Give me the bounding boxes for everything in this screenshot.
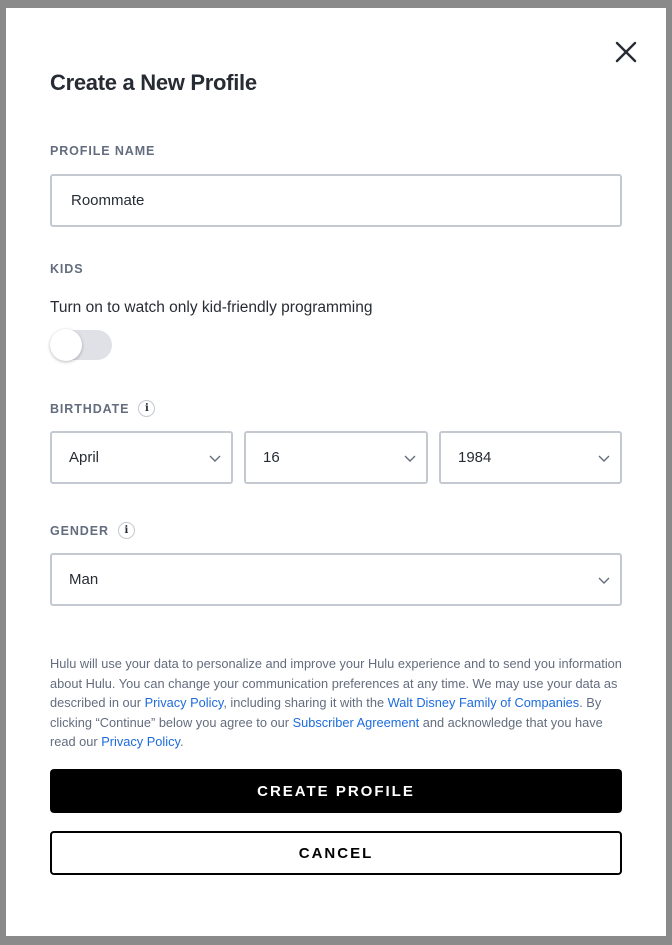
chevron-down-icon — [598, 574, 610, 586]
close-button[interactable] — [613, 39, 639, 65]
close-icon — [613, 39, 639, 65]
create-profile-button[interactable]: CREATE PROFILE — [50, 769, 622, 813]
legal-text-5: . — [179, 734, 184, 750]
privacy-policy-link[interactable]: Privacy Policy — [144, 695, 224, 711]
gender-select[interactable] — [50, 553, 622, 606]
legal-text-2: , including sharing it with the — [223, 695, 388, 711]
birthdate-info-icon[interactable]: i — [138, 400, 155, 417]
gender-value: Man — [69, 571, 99, 588]
legal-disclaimer — [50, 654, 624, 752]
birthdate-day-value: 16 — [263, 449, 280, 466]
kids-label — [50, 262, 83, 276]
gender-info-icon[interactable]: i — [118, 522, 135, 539]
birthdate-label-text: BIRTHDATE — [50, 401, 130, 416]
privacy-policy-link-2[interactable]: Privacy Policy — [101, 734, 180, 750]
legal-text-3: . By clicking “Continue” below you agree to our — [50, 695, 602, 730]
chevron-down-icon — [209, 452, 221, 464]
profile-name-label-text: PROFILE NAME — [50, 144, 156, 158]
kids-toggle-knob — [50, 329, 82, 361]
modal-title: Create a New Profile — [50, 70, 257, 95]
kids-description: Turn on to watch only kid-friendly programming — [50, 299, 373, 316]
kids-toggle[interactable] — [50, 330, 112, 360]
profile-name-label — [50, 144, 155, 158]
profile-name-input[interactable] — [50, 174, 622, 227]
walt-disney-family-link[interactable]: Walt Disney Family of Companies — [387, 695, 580, 711]
cancel-button[interactable]: CANCEL — [50, 831, 622, 875]
chevron-down-icon — [598, 452, 610, 464]
birthdate-month-value: April — [69, 449, 100, 466]
chevron-down-icon — [404, 452, 416, 464]
birthdate-month-select[interactable] — [50, 431, 233, 484]
birthdate-year-value: 1984 — [458, 449, 492, 466]
birthdate-year-select[interactable] — [439, 431, 622, 484]
legal-text-1: Hulu will use your data to personalize and improve your Hulu experience and to send you information about Hulu. You can change your communication preferences at any time. We may use your data as described in our — [50, 656, 622, 711]
legal-text-4: and acknowledge that you have read our — [50, 714, 603, 750]
subscriber-agreement-link[interactable]: Subscriber Agreement — [292, 714, 420, 730]
birthdate-day-select[interactable] — [244, 431, 428, 484]
gender-label — [50, 522, 135, 539]
gender-label-text: GENDER — [50, 523, 109, 538]
create-profile-modal — [6, 8, 666, 936]
kids-label-text: KIDS — [50, 262, 84, 276]
birthdate-label — [50, 400, 155, 417]
